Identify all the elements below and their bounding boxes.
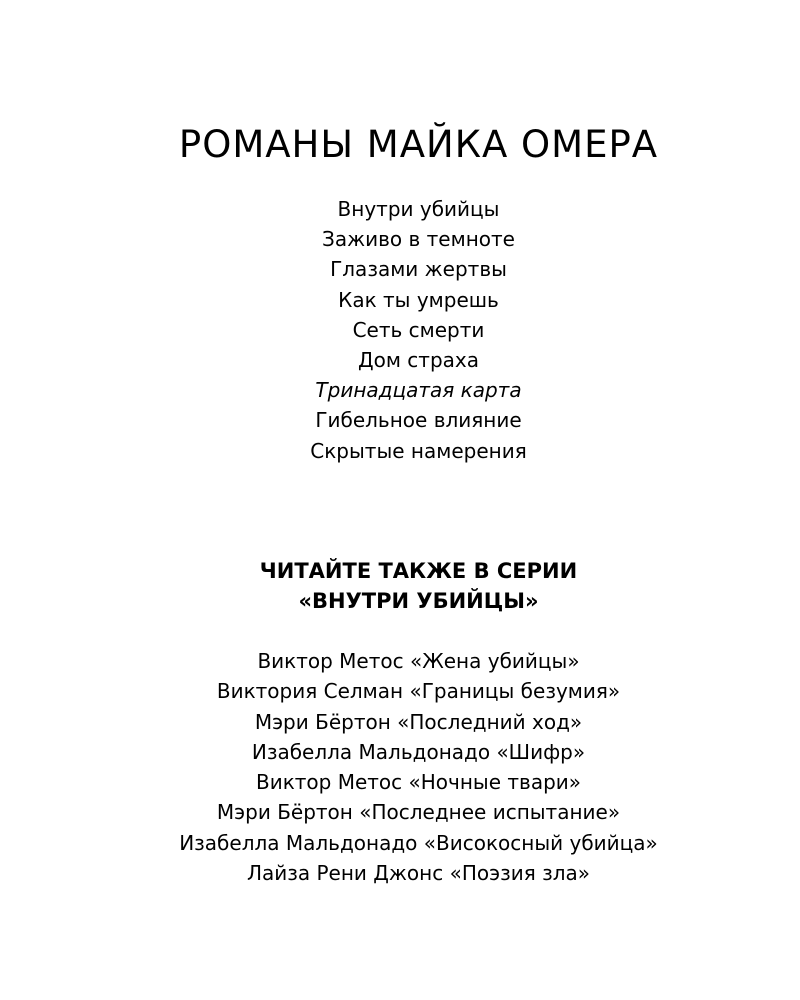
novel-item: Глазами жертвы (330, 257, 507, 282)
series-book-item: Виктор Метос «Ночные твари» (255, 770, 582, 795)
series-heading (0, 556, 800, 616)
novel-item: Тринадцатая карта (315, 378, 522, 403)
novel-item: Заживо в темноте (322, 227, 515, 252)
series-heading-line: ЧИТАЙТЕ ТАКЖЕ В СЕРИИ (259, 559, 578, 583)
page-title: РОМАНЫ МАЙКА ОМЕРА (178, 123, 659, 166)
series-book-item: Виктор Метос «Жена убийцы» (257, 649, 580, 673)
series-heading-line: «ВНУТРИ УБИЙЦЫ» (298, 589, 539, 613)
series-book-item: Виктория Селман «Границы безумия» (216, 679, 621, 704)
series-book-item: Мэри Бёртон «Последний ход» (254, 709, 583, 734)
series-book-item: Мэри Бёртон «Последнее испытание» (216, 800, 621, 825)
novel-item: Дом страха (358, 348, 479, 373)
novel-item: Скрытые намерения (310, 438, 527, 463)
novel-item: Внутри убийцы (337, 197, 500, 221)
novel-item: Как ты умрешь (338, 287, 499, 312)
series-book-item: Изабелла Мальдонадо «Високосный убийца» (179, 830, 658, 855)
series-books-list (0, 646, 800, 888)
novel-item: Гибельное влияние (315, 408, 522, 433)
novels-list (0, 194, 800, 466)
novel-item: Сеть смерти (352, 317, 485, 342)
series-book-item: Лайза Рени Джонс «Поэзия зла» (246, 861, 591, 886)
series-book-item: Изабелла Мальдонадо «Шифр» (251, 739, 586, 764)
